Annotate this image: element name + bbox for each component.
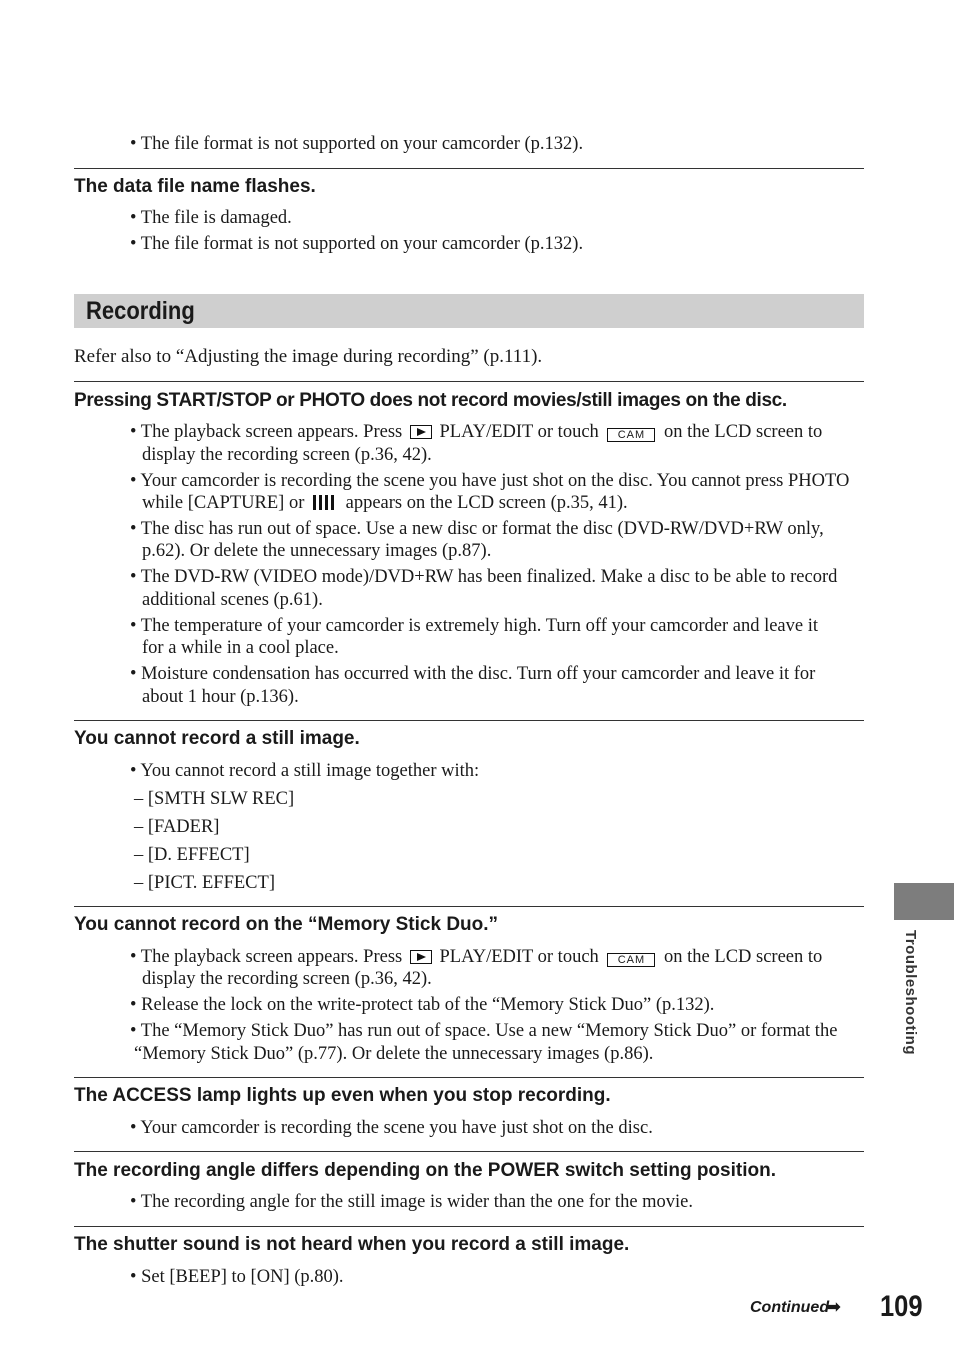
- section-header-recording: [74, 294, 864, 328]
- bullet-disc-space: • The disc has run out of space. Use a new disc or format the disc (DVD-RW/DVD+RW only,: [130, 519, 824, 539]
- heading-pressing-start-stop: Pressing START/STOP or PHOTO does not record movies/still images on the disc.: [74, 390, 787, 411]
- bullet-continuation: [130, 492, 628, 516]
- chapter-tab-marker: [894, 883, 954, 920]
- text: on the LCD screen to: [664, 947, 823, 967]
- bullet-continuation: [130, 444, 432, 466]
- cam-icon: CAM: [607, 953, 655, 967]
- divider: [74, 1151, 864, 1152]
- text: PLAY/EDIT or touch: [439, 947, 599, 967]
- divider: [74, 1226, 864, 1227]
- text: on the LCD screen to: [664, 422, 823, 442]
- divider: [74, 168, 864, 169]
- bullet-finalized: • The DVD-RW (VIDEO mode)/DVD+RW has been finalized. Make a disc to be able to record: [130, 567, 838, 587]
- recording-intro: Refer also to “Adjusting the image during recording” (p.111).: [74, 346, 543, 367]
- continued-text: Continued: [750, 1299, 830, 1316]
- divider: [74, 1077, 864, 1078]
- text: PLAY/EDIT or touch: [439, 422, 599, 442]
- bullet-temperature: • The temperature of your camcorder is extremely high. Turn off your camcorder and leave it: [130, 616, 819, 636]
- bullet-write-protect: • Release the lock on the write-protect tab of the “Memory Stick Duo” (p.132).: [130, 995, 715, 1015]
- bullet-moisture: • Moisture condensation has occurred with the disc. Turn off your camcorder and leave it for: [130, 664, 816, 684]
- bullet-continuation: display the recording screen (p.36, 42).: [142, 969, 432, 989]
- play-icon: [410, 950, 432, 964]
- divider: [74, 720, 864, 721]
- cam-icon: CAM: [607, 428, 655, 442]
- bullet-angle-wider: • The recording angle for the still image is wider than the one for the movie.: [130, 1192, 694, 1212]
- bullet-continuation: additional scenes (p.61).: [142, 590, 323, 610]
- heading-access-lamp: The ACCESS lamp lights up even when you stop recording.: [74, 1085, 611, 1106]
- play-icon: [410, 425, 432, 439]
- text: appears on the LCD screen (p.35, 41).: [345, 493, 628, 513]
- chapter-label: Troubleshooting: [902, 930, 919, 1055]
- continued-indicator: [750, 1297, 841, 1319]
- bullet-still-together: • You cannot record a still image together with:: [130, 761, 480, 781]
- page-number: 109: [880, 1290, 923, 1323]
- bullet-continuation: “Memory Stick Duo” (p.77). Or delete the unnecessary images (p.86).: [134, 1044, 654, 1064]
- dash-item: – [SMTH SLW REC]: [134, 789, 295, 809]
- dash-item: – [PICT. EFFECT]: [134, 873, 275, 893]
- dash-item: – [FADER]: [134, 817, 220, 837]
- section-title: Recording: [86, 297, 195, 325]
- heading-memory-stick: You cannot record on the “Memory Stick Duo.”: [74, 914, 499, 935]
- divider: [74, 906, 864, 907]
- bullet-beep: • Set [BEEP] to [ON] (p.80).: [130, 1267, 344, 1287]
- bullet-recording-scene: • Your camcorder is recording the scene you have just shot on the disc.: [130, 1118, 653, 1138]
- bullet-recording-scene: • Your camcorder is recording the scene you have just shot on the disc. You cannot press PHOTO: [130, 471, 850, 491]
- bullet-continuation: about 1 hour (p.136).: [142, 687, 299, 707]
- bullet-file-format-top: • The file format is not supported on your camcorder (p.132).: [130, 134, 584, 154]
- divider: [74, 381, 864, 382]
- heading-data-file-flashes: The data file name flashes.: [74, 176, 316, 197]
- bullet-continuation: for a while in a cool place.: [142, 638, 339, 658]
- text: • The playback screen appears. Press: [130, 422, 403, 442]
- dash-item: – [D. EFFECT]: [134, 845, 250, 865]
- bullet-continuation: p.62). Or delete the unnecessary images (p.87).: [142, 541, 492, 561]
- heading-cannot-record-still: You cannot record a still image.: [74, 728, 360, 749]
- heading-recording-angle: The recording angle differs depending on the POWER switch setting position.: [74, 1160, 776, 1181]
- bullet-playback-screen: [130, 421, 822, 443]
- bullet-playback-screen: [130, 946, 822, 968]
- text: • The playback screen appears. Press: [130, 947, 403, 967]
- bullet-memory-space: • The “Memory Stick Duo” has run out of space. Use a new “Memory Stick Duo” or format the: [130, 1021, 838, 1041]
- arrow-right-icon: ➡: [827, 1299, 841, 1316]
- heading-shutter-sound: The shutter sound is not heard when you record a still image.: [74, 1234, 630, 1255]
- capture-bars-icon: [313, 494, 337, 516]
- text: while [CAPTURE] or: [142, 493, 305, 513]
- text: display the recording screen (p.36, 42).: [142, 445, 432, 465]
- bullet-file-format: • The file format is not supported on your camcorder (p.132).: [130, 234, 584, 254]
- bullet-file-damaged: • The file is damaged.: [130, 208, 292, 228]
